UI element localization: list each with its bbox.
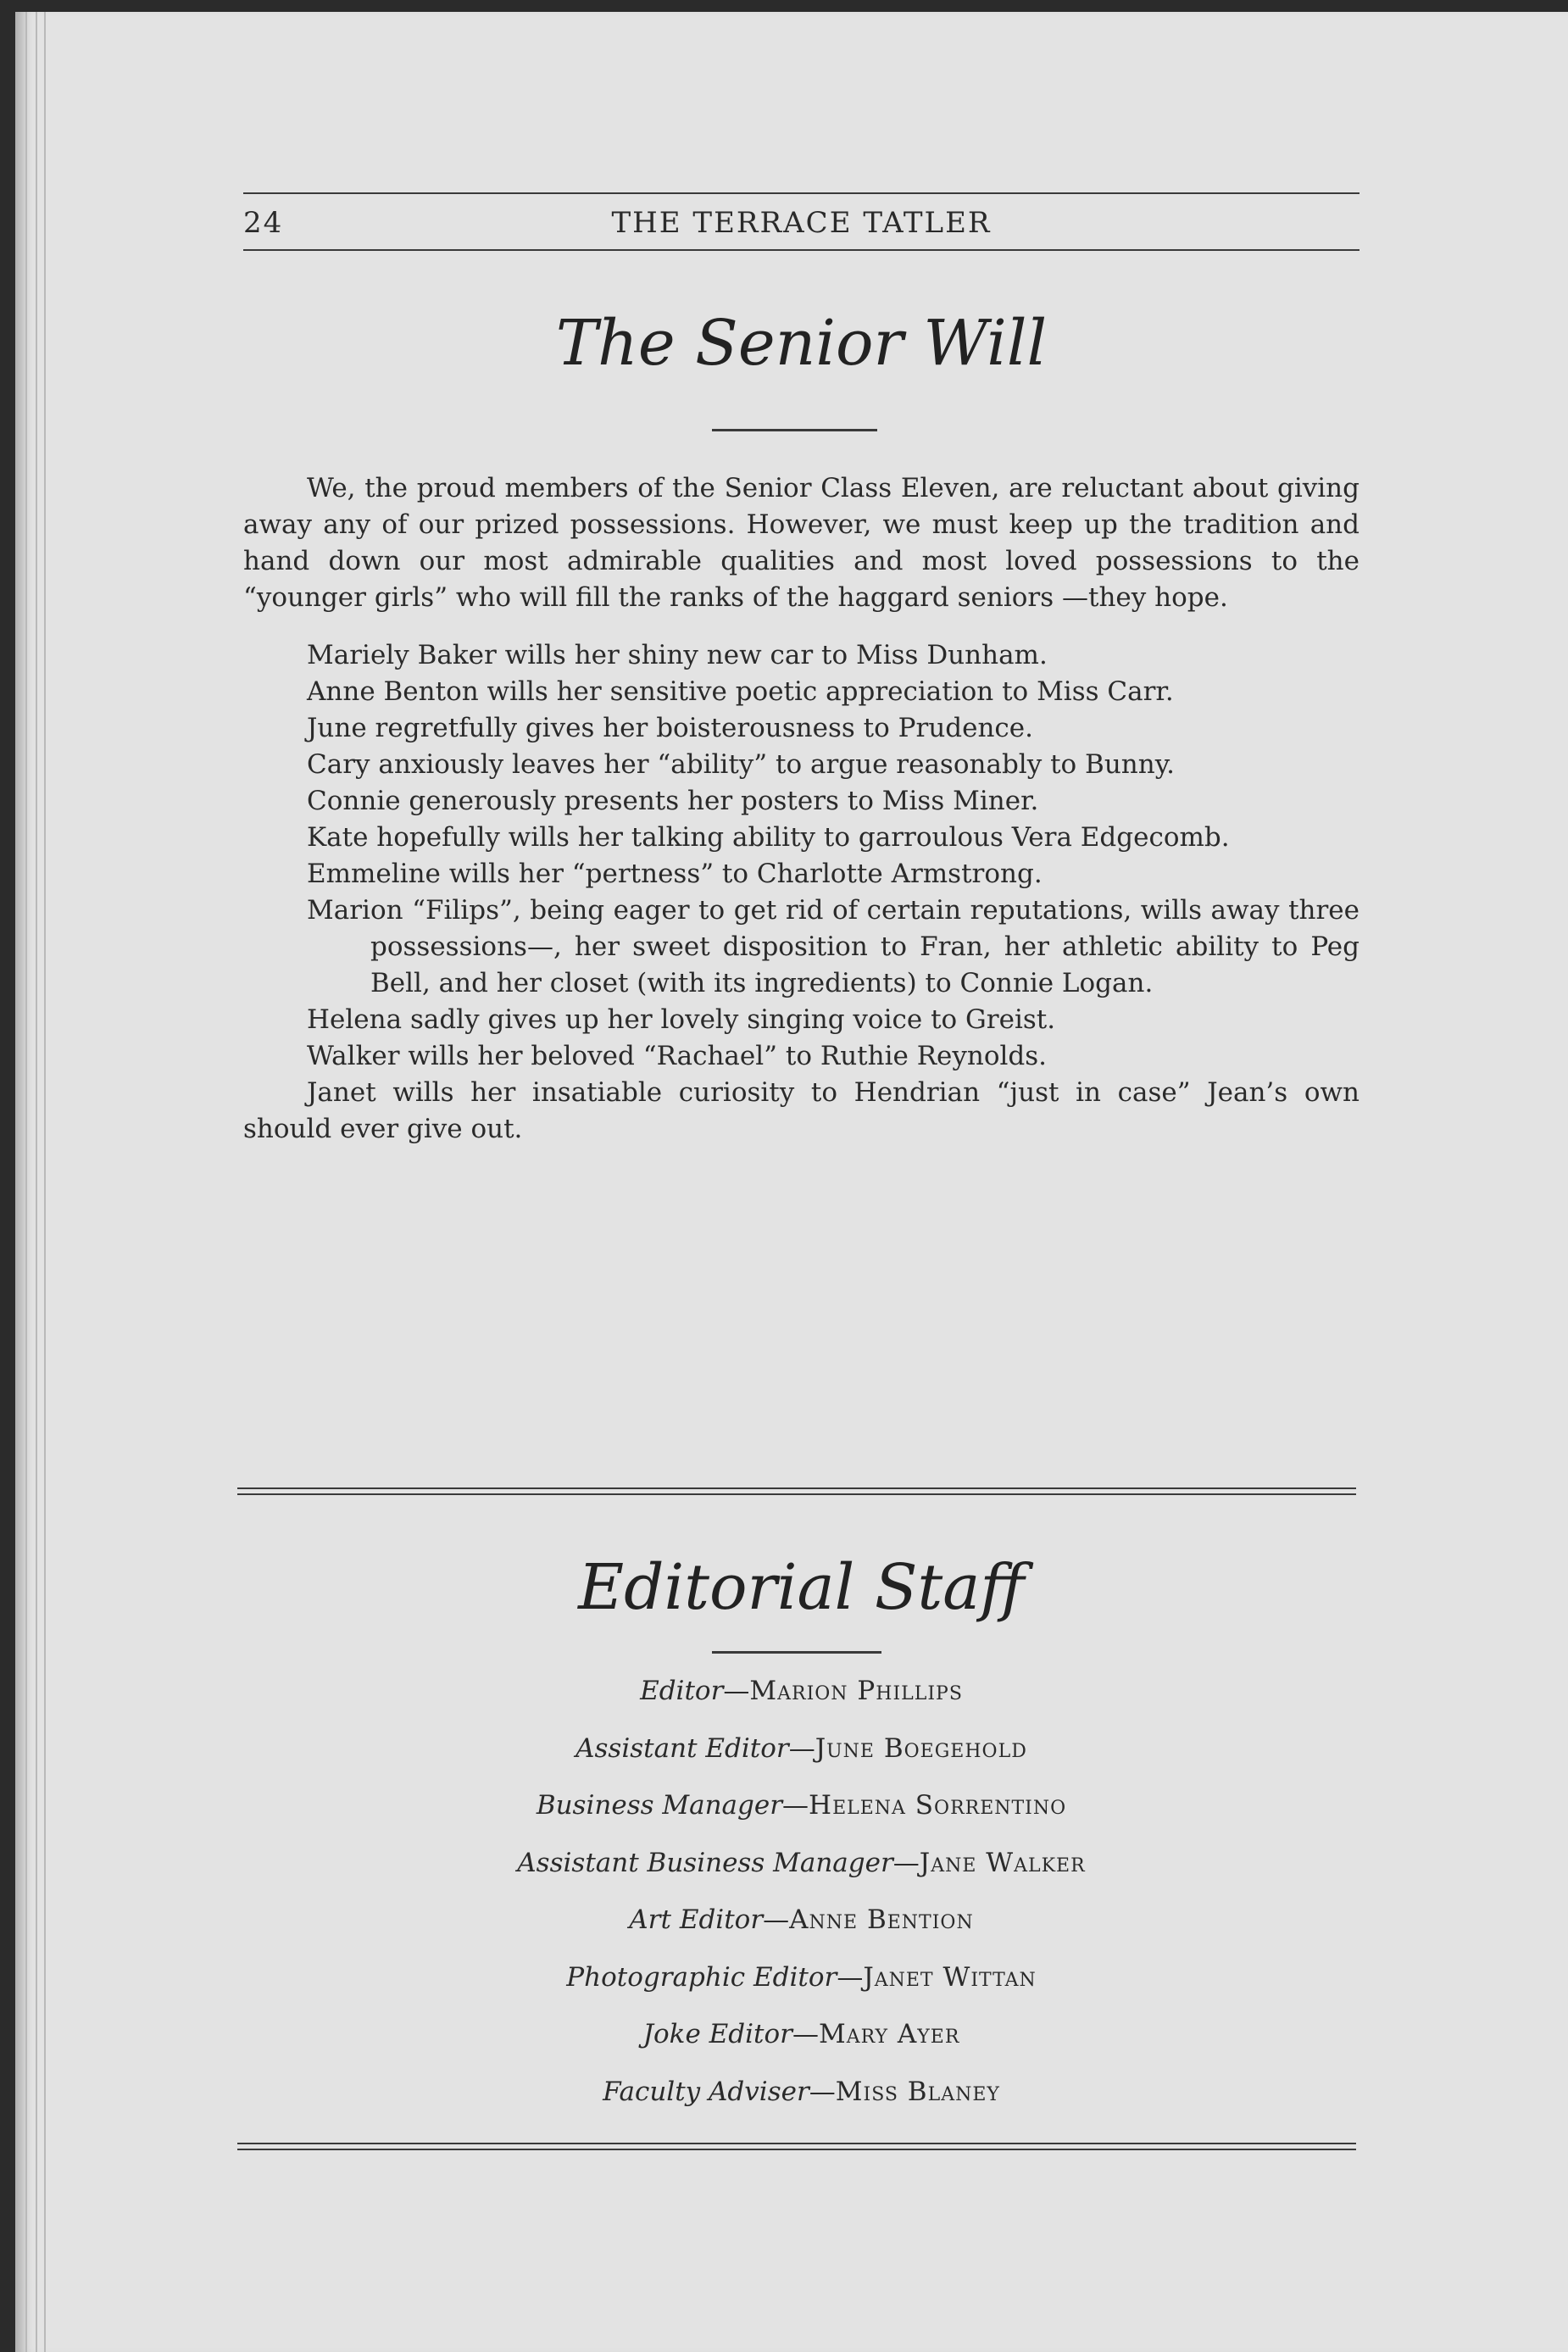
will-item: Cary anxiously leaves her “ability” to argue reasonably to Bunny. [307, 749, 1175, 780]
will-list [243, 637, 1359, 1148]
staff-name: June Boegehold [815, 1732, 1027, 1764]
running-title: THE TERRACE TATLER [611, 206, 992, 240]
staff-role: Editor [640, 1676, 724, 1706]
header-top-rule [243, 192, 1359, 194]
staff-role: Faculty Adviser [603, 2076, 809, 2107]
staff-entry [243, 1730, 1359, 1788]
senior-will-body [243, 470, 1359, 1148]
staff-name: Anne Bention [789, 1904, 974, 1935]
section-divider [237, 1487, 1356, 1495]
staff-list [243, 1672, 1359, 2130]
title-underline [712, 429, 877, 431]
staff-entry [243, 1901, 1359, 1959]
senior-will-title: The Senior Will [555, 307, 1048, 380]
staff-entry [243, 1672, 1359, 1730]
staff-separator: — [782, 1790, 809, 1821]
staff-name: Mary Ayer [818, 2019, 960, 2049]
title-underline [712, 1651, 881, 1654]
will-item: June regretfully gives her boisterousness to Prudence. [307, 713, 1033, 743]
staff-role: Assistant Business Manager [517, 1847, 893, 1878]
will-item: Helena sadly gives up her lovely singing voice to Greist. [307, 1004, 1056, 1035]
editorial-staff-title: Editorial Staff [578, 1551, 1025, 1624]
running-header [243, 206, 1359, 245]
staff-role: Photographic Editor [566, 1961, 837, 1993]
staff-role: Assistant Editor [575, 1732, 789, 1764]
staff-role: Joke Editor [642, 2019, 792, 2049]
staff-role: Art Editor [629, 1904, 764, 1935]
staff-entry [243, 1787, 1359, 1844]
will-item: Mariely Baker wills her shiny new car to Miss Dunham. [307, 640, 1048, 670]
will-item: Kate hopefully wills her talking ability to garroulous Vera Edgecomb. [307, 822, 1230, 853]
staff-name: Jane Walker [919, 1847, 1086, 1878]
will-item: Marion “Filips”, being eager to get rid of certain reputations, wills away three possessions—, her sweet disposition to Fran, her athletic ability to Peg Bell, and her closet (with its ingredients) to Connie Logan. [307, 895, 1359, 998]
staff-entry [243, 1959, 1359, 2016]
staff-separator: — [792, 2019, 819, 2049]
staff-name: Helena Sorrentino [809, 1790, 1067, 1821]
page-number: 24 [243, 206, 284, 240]
staff-separator: — [788, 1732, 815, 1764]
will-item: Connie generously presents her posters to Miss Miner. [307, 786, 1039, 816]
will-item: Anne Benton wills her sensitive poetic appreciation to Miss Carr. [307, 676, 1174, 707]
staff-entry [243, 2073, 1359, 2131]
staff-name: Janet Wittan [863, 1961, 1037, 1993]
header-bottom-rule [243, 249, 1359, 251]
will-item: Walker wills her beloved “Rachael” to Ruthie Reynolds. [307, 1041, 1048, 1071]
staff-separator: — [892, 1847, 920, 1878]
staff-name: Miss Blaney [835, 2076, 1000, 2107]
staff-separator: — [763, 1904, 790, 1935]
will-closing: Janet wills her insatiable curiosity to Hendrian “just in case” Jean’s own should ever give out. [243, 1077, 1359, 1144]
staff-separator: — [837, 1961, 864, 1993]
staff-entry [243, 2016, 1359, 2073]
staff-separator: — [723, 1676, 750, 1706]
staff-separator: — [809, 2076, 836, 2107]
will-item: Emmeline wills her “pertness” to Charlotte Armstrong. [307, 859, 1043, 889]
senior-will-intro: We, the proud members of the Senior Class Eleven, are reluctant about giving away any of our prized possessions. However, we must keep up the tradition and hand down our most admirable qualities and most loved possessions to the “younger girls” who will fill the ranks of the haggard seniors —they hope. [243, 473, 1359, 613]
staff-role: Business Manager [536, 1790, 783, 1821]
staff-entry [243, 1844, 1359, 1902]
bottom-divider [237, 2143, 1356, 2150]
staff-name: Marion Phillips [749, 1676, 963, 1706]
